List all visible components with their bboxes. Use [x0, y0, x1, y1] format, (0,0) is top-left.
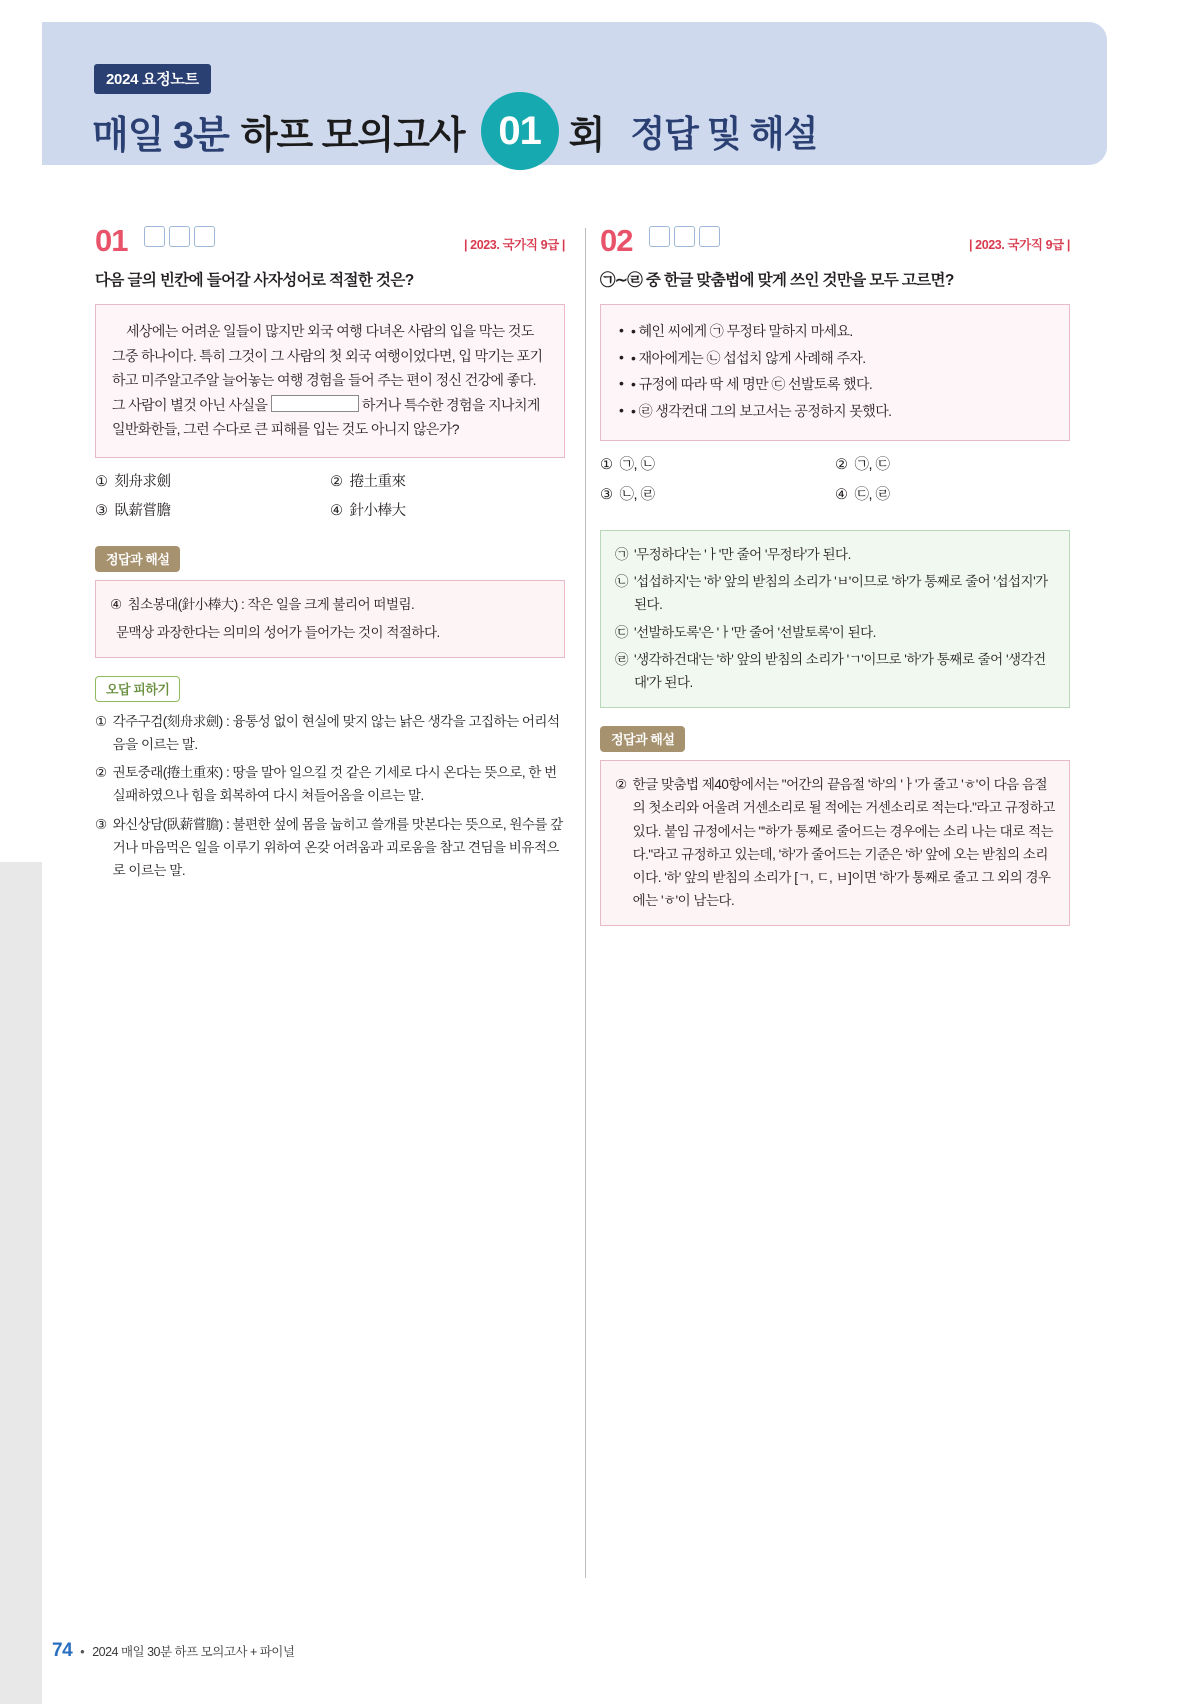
checkbox[interactable]	[649, 226, 670, 247]
choice-text: ㉡, ㉣	[619, 486, 655, 503]
choice-item[interactable]	[600, 455, 835, 475]
choice-list-1	[95, 472, 565, 531]
question-prompt-1: 다음 글의 빈칸에 들어갈 사자성어로 적절한 것은?	[95, 272, 414, 289]
note-line	[615, 648, 1055, 694]
title-half: 하프 모의고사	[240, 114, 465, 157]
blank-field	[271, 395, 359, 412]
passage-bullet: • • ㉣ 생각컨대 그의 보고서는 공정하지 못했다.	[617, 399, 1053, 424]
question-header-2	[600, 225, 1070, 259]
choice-item[interactable]	[330, 472, 565, 492]
passage-text-before: 세상에는 어려운 일들이 많지만 외국 여행 다녀온 사람의 입을 막는 것도 그중 하나이다. 특히 그것이 그 사람의 첫 외국 여행이었다면, 입 막기는 포기하고 미주알고주알 늘어놓는 여행 경험을 들어 주는 편이 정신 건강에 좋다. 그 사람이 별것 아닌 사실을	[112, 323, 543, 413]
explanation-body: 문맥상 과장한다는 의미의 성어가 들어가는 것이 적절하다.	[116, 624, 440, 640]
explanation-body: 한글 맞춤법 제40항에서는 "어간의 끝음절 '하'의 'ㅏ'가 줄고 'ㅎ'이 다음 음절의 첫소리와 어울려 거센소리로 될 적에는 거센소리로 적는다."라고 규정하고 있다. 붙임 규정에서는 "'하'가 통째로 줄어드는 경우에는 소리 나는 대로 적는다."라고 규정하고 있는데, '하'가 줄어드는 기준은 '하' 앞에 오는 받침의 소리이다. '하' 앞의 받침의 소리가 [ㄱ, ㄷ, ㅂ]이면 '하'가 통째로 줄고 그 외의 경우에는 'ㅎ'이 남는다.	[632, 777, 1055, 909]
choice-text: ㉠, ㉡	[619, 457, 655, 474]
answer-section-tag-1: 정답과 해설	[95, 546, 180, 572]
choice-label: ①	[95, 473, 108, 490]
round-number-badge: 01	[481, 92, 559, 170]
choice-item[interactable]	[95, 501, 330, 521]
explanation-body: 침소봉대(針小棒大) : 작은 일을 크게 불리어 떠벌림.	[127, 597, 415, 613]
checkbox[interactable]	[194, 226, 215, 247]
question-number-1: 01	[95, 223, 128, 258]
choice-item[interactable]	[95, 472, 330, 492]
title-answer-section: 정답 및 해설	[630, 112, 818, 154]
choice-label: ③	[95, 503, 108, 520]
passage-box-1	[95, 304, 565, 458]
choice-list-2	[600, 455, 1070, 514]
page-header	[42, 22, 1107, 165]
choice-label: ③	[600, 486, 613, 503]
wrong-body: 권토중래(捲土重來) : 땅을 말아 일으킬 것 같은 기세로 다시 온다는 뜻으로, 한 번 실패하였으나 힘을 회복하여 다시 쳐들어옴을 이르는 말.	[112, 765, 557, 804]
note-body: '무정하다'는 'ㅏ'만 줄어 '무정타'가 된다.	[634, 546, 851, 562]
note-marker: ㉡	[615, 574, 628, 590]
wrong-body: 각주구검(刻舟求劍) : 융통성 없이 현실에 맞지 않는 낡은 생각을 고집하는 어리석음을 이르는 말.	[112, 713, 560, 752]
wrong-answer-block-1	[95, 710, 565, 883]
choice-item[interactable]	[600, 485, 835, 505]
header-title-row	[92, 92, 817, 170]
checkbox[interactable]	[699, 226, 720, 247]
choice-label: ④	[330, 503, 343, 520]
choice-item[interactable]	[330, 501, 565, 521]
passage-text-after: 하거나 특수한 경험을 지나치게 일반화한들, 그런 수다로 큰 피해를 입는 것도 아니지 않은가?	[112, 396, 540, 438]
checkbox-group-1[interactable]	[144, 226, 219, 252]
wrong-marker: ③	[95, 816, 107, 832]
choice-text: ㉠, ㉢	[854, 457, 890, 474]
choice-text: 捲土重來	[349, 473, 406, 490]
passage-box-2	[600, 304, 1070, 441]
choice-item[interactable]	[835, 455, 1070, 475]
wrong-line	[95, 813, 565, 883]
column-divider	[585, 228, 586, 1578]
wrong-answer-tag-1: 오답 피하기	[95, 676, 180, 702]
page-number: 74	[52, 1640, 73, 1661]
choice-text: 針小棒大	[349, 503, 406, 520]
passage-bullet: • • 재아에게는 ㉡ 섭섭치 않게 사례해 주자.	[617, 346, 1053, 371]
explanation-marker: ②	[615, 777, 627, 793]
note-body: '생각하건대'는 '하' 앞의 받침의 소리가 'ㄱ'이므로 '하'가 통째로 줄어 '생각건대'가 된다.	[634, 651, 1046, 690]
checkbox-group-2[interactable]	[649, 226, 724, 252]
footer-text: 2024 매일 30분 하프 모의고사 + 파이널	[92, 1645, 295, 1659]
explanation-line	[110, 593, 550, 616]
choice-label: ①	[600, 457, 613, 474]
choice-text: 臥薪嘗膽	[114, 503, 171, 520]
question-source-2: | 2023. 국가직 9급 |	[968, 238, 1070, 252]
passage-bullet: • • 규정에 따라 딱 세 명만 ㉢ 선발토록 했다.	[617, 372, 1053, 397]
note-line	[615, 570, 1055, 616]
answer-explanation-2	[600, 760, 1070, 926]
checkbox[interactable]	[169, 226, 190, 247]
wrong-marker: ②	[95, 765, 107, 781]
page-footer	[52, 1640, 294, 1662]
answer-section-tag-2: 정답과 해설	[600, 726, 685, 752]
wrong-body: 와신상담(臥薪嘗膽) : 불편한 섶에 몸을 눕히고 쓸개를 맛본다는 뜻으로, 원수를 갚거나 마음먹은 일을 이루기 위하여 온갖 어려움과 괴로움을 참고 견딤을 비유적으로 이르는 말.	[112, 816, 563, 879]
page-gutter-top	[0, 0, 42, 862]
explanation-line	[615, 773, 1055, 912]
choice-label: ④	[835, 486, 848, 503]
note-box-2	[600, 530, 1070, 708]
wrong-line	[95, 761, 565, 807]
choice-item[interactable]	[835, 485, 1070, 505]
column-right	[600, 225, 1070, 944]
note-line	[615, 621, 1055, 644]
explanation-line	[110, 621, 550, 644]
explanation-marker: ④	[110, 597, 122, 613]
note-marker: ㉢	[615, 624, 628, 640]
question-prompt-2: ㉠∼㉣ 중 한글 맞춤법에 맞게 쓰인 것만을 모두 고르면?	[600, 272, 954, 289]
note-line	[615, 543, 1055, 566]
note-body: '선발하도록'은 'ㅏ'만 줄어 '선발토록'이 된다.	[634, 624, 876, 640]
choice-label: ②	[835, 457, 848, 474]
passage-bullet-list	[617, 319, 1053, 423]
question-number-2: 02	[600, 223, 633, 258]
passage-bullet: • • 혜인 씨에게 ㉠ 무정타 말하지 마세요.	[617, 319, 1053, 344]
checkbox[interactable]	[144, 226, 165, 247]
column-left	[95, 225, 565, 887]
title-hoe: 회	[568, 114, 605, 157]
question-header-1	[95, 225, 565, 259]
choice-text: ㉢, ㉣	[854, 486, 890, 503]
choice-text: 刻舟求劍	[114, 473, 171, 490]
question-source-1: | 2023. 국가직 9급 |	[463, 238, 565, 252]
footer-dot: •	[80, 1644, 85, 1659]
year-badge: 2024 요정노트	[94, 64, 211, 94]
choice-label: ②	[330, 473, 343, 490]
wrong-line	[95, 710, 565, 756]
page-gutter	[0, 862, 42, 1704]
note-marker: ㉣	[615, 651, 628, 667]
note-marker: ㉠	[615, 546, 628, 562]
note-body: '섭섭하지'는 '하' 앞의 받침의 소리가 'ㅂ'이므로 '하'가 통째로 줄어 '섭섭지'가 된다.	[634, 574, 1048, 613]
answer-explanation-1	[95, 580, 565, 657]
wrong-marker: ①	[95, 713, 107, 729]
title-daily: 매일 3분	[92, 114, 229, 157]
checkbox[interactable]	[674, 226, 695, 247]
